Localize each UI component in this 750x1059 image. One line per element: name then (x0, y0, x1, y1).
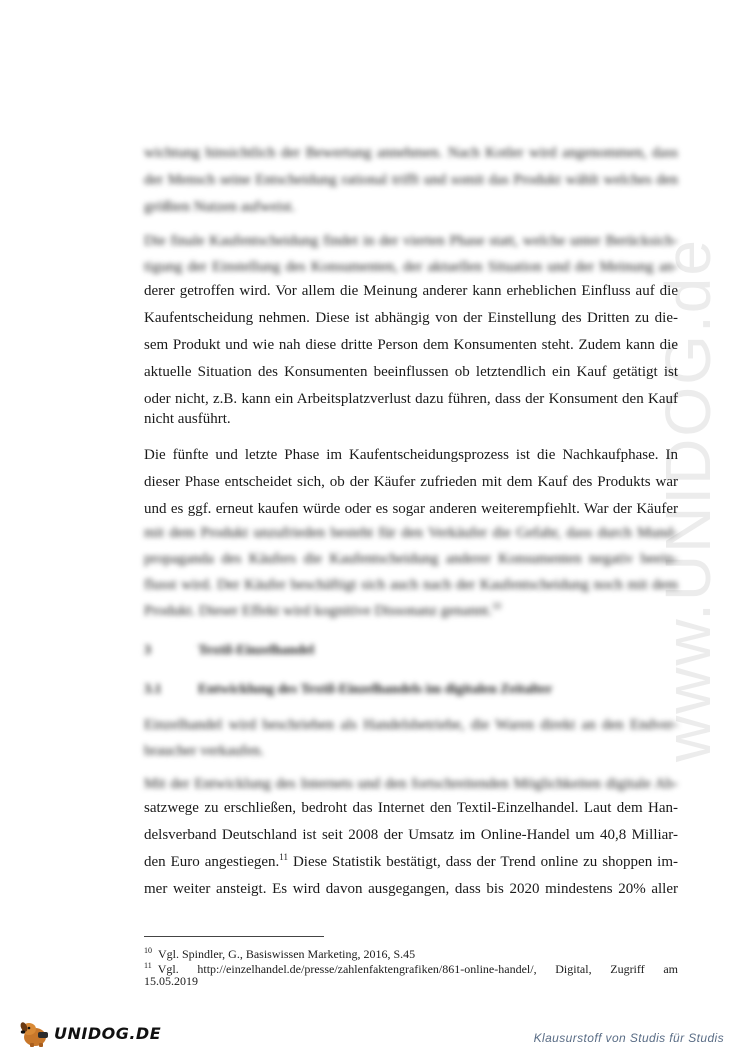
body-line: Die fünfte und letzte Phase im Kaufentscheidungsprozess ist die Nachkaufphase. In (144, 447, 678, 463)
body-line: derer getroffen wird. Vor allem die Meinung anderer kann erheblichen Einfluss auf die (144, 283, 678, 299)
unidog-logo[interactable] (18, 1018, 161, 1048)
footnote-continuation: 15.05.2019 (144, 974, 198, 988)
subsection-heading: Entwicklung des Textil-Einzelhandels im digitalen Zeitalter (198, 682, 553, 697)
body-line: oder nicht, z.B. kann ein Arbeitsplatzverlust dazu führen, dass der Konsument den Kauf (144, 391, 678, 407)
section-heading: Textil-Einzelhandel (198, 643, 315, 658)
blurred-line (144, 598, 678, 625)
watermark-text: www.UNIDOG.de (652, 238, 724, 762)
body-line: und es ggf. erneut kaufen würde oder es sogar anderen weiterempfiehlt. War der Käufer (144, 501, 678, 517)
footnote-number: 11 (144, 961, 152, 970)
blurred-line: Einzelhandel wird beschrieben als Handelsbetriebe, die Waren direkt an den Endver- (144, 717, 678, 733)
footnote-ref: 10 (492, 601, 501, 611)
footnote-number: 10 (144, 946, 152, 955)
subsection-number: 3.1 (144, 682, 162, 697)
body-line: dieser Phase entscheidet sich, ob der Käufer zufrieden mit dem Kauf des Produkts war (144, 474, 678, 490)
blurred-line: mit dem Produkt unzufrieden besteht für den Verkäufer die Gefahr, dass durch Mund- (144, 525, 678, 541)
blurred-line-text: Produkt. Dieser Effekt wird kognitive Dissonanz genannt. (144, 603, 492, 619)
body-line: nicht ausführt. (144, 411, 231, 427)
body-line: mer weiter ansteigt. Es wird davon ausgegangen, dass bis 2020 mindestens 20% aller (144, 881, 678, 897)
blurred-line: flusst wird. Der Käufer beschäftigt sich auch nach der Kaufentscheidung noch mit dem (144, 577, 678, 593)
body-line-start: den Euro angestiegen. (144, 854, 280, 870)
blurred-line: größten Nutzen aufweist. (144, 199, 296, 215)
footer-tagline: Klausurstoff von Studis für Studis (533, 1031, 724, 1045)
body-line: satzwege zu erschließen, bedroht das Internet den Textil-Einzelhandel. Laut dem Han- (144, 800, 678, 816)
blurred-line: tigung der Einstellung des Konsumenten, der aktuellen Situation und der Meinung an- (144, 259, 678, 275)
blurred-line: wichtung hinsichtlich der Bewertung annehmen. Nach Kotler wird angenommen, dass (144, 145, 678, 161)
body-line: sem Produkt und wie nah diese dritte Person dem Konsumenten steht. Zudem kann die (144, 337, 678, 353)
footnote-rule (144, 936, 324, 937)
blurred-line: Die finale Kaufentscheidung findet in der vierten Phase statt, welche unter Berücksich- (144, 233, 678, 249)
footnote-text: Vgl. Spindler, G., Basiswissen Marketing, 2016, S.45 (158, 947, 416, 961)
dog-mascot-icon (18, 1018, 52, 1048)
body-line: aktuelle Situation des Konsumenten beeinflussen ob letztendlich ein Kauf getätigt ist (144, 364, 678, 380)
section-number: 3 (144, 643, 151, 658)
logo-text: UNIDOG.DE (54, 1023, 162, 1043)
footnote-text: Vgl. http://einzelhandel.de/presse/zahlenfaktengrafiken/861-online-handel/, Digital, Zugriff am (157, 962, 678, 976)
body-line: delsverband Deutschland ist seit 2008 der Umsatz im Online-Handel um 40,8 Milliar- (144, 827, 678, 843)
blurred-line: propaganda des Käufers die Kaufentscheidung anderer Konsumenten negativ beein- (144, 551, 678, 567)
blurred-line: der Mensch seine Entscheidung rational trifft und somit das Produkt wählt welches den (144, 172, 678, 188)
body-line-end: Diese Statistik bestätigt, dass der Trend online zu shoppen im- (292, 854, 678, 870)
footnote-ref: 11 (279, 852, 288, 862)
blurred-line: braucher verkaufen. (144, 743, 264, 759)
blurred-line: Mit der Entwicklung des Internets und den fortschreitenden Möglichkeiten digitale Ab- (144, 776, 678, 792)
body-line: Kaufentscheidung nehmen. Diese ist abhängig von der Einstellung des Dritten zu die- (144, 310, 678, 326)
body-line (144, 849, 678, 876)
